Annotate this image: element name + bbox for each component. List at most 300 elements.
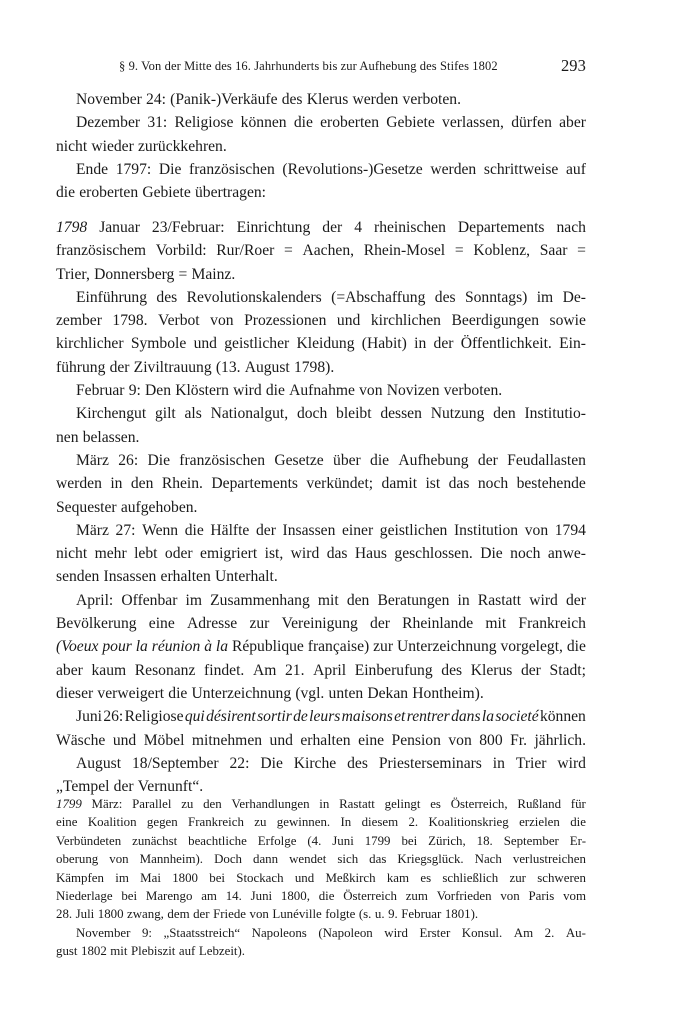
word: Öffentlichkeit. [460,335,552,353]
word: mit [317,591,339,609]
word: Insassen [282,521,336,539]
word: Marengo [145,888,193,903]
word: Gebiete [142,184,191,202]
word: sowie [549,312,586,330]
word: 1799 [364,833,391,848]
word: April [313,661,347,679]
word: Am [513,925,534,940]
word: Lebzeit). [198,944,246,959]
word: der [477,451,498,469]
word: 1800 [172,870,198,885]
word: = [178,265,188,283]
word: der [255,521,276,539]
word: die [184,521,204,539]
word: Nationalgut, [210,405,289,423]
word: in [414,335,427,353]
paragraph-1797 [56,88,586,204]
word: bei [401,833,418,848]
word: zember [56,312,102,330]
word: in [457,591,470,609]
word: Österreich [343,888,397,903]
word: November [76,91,142,108]
word: erhalten [300,731,351,749]
word: Februar [401,907,442,922]
word: die [168,684,188,702]
word: Friede [213,907,247,922]
word: Mai [140,870,161,885]
word: zwang, [127,907,164,922]
word: Lunéville [272,907,322,922]
word: lebt [134,545,158,563]
word: Wäsche [56,731,106,749]
word: Aufhebung [398,451,469,469]
word: Vorfrieden [436,888,492,903]
word: Au- [565,925,586,940]
word: verboten. [443,382,503,400]
paragraph-1798 [56,216,586,798]
word: (4. [307,833,322,848]
word: Rußland [517,797,562,811]
word: aber [559,114,586,132]
word: schließlich [442,870,499,885]
word: 24: [146,91,166,108]
word: Zürich, [428,833,466,848]
page-number: 293 [560,56,586,75]
word: es [430,797,441,811]
word: Vereinigung [281,615,358,633]
word: oder [164,545,193,563]
word: Religiose [174,114,234,132]
word: bleibt [336,405,372,423]
word: Ende [76,160,109,178]
word: wieder [91,137,134,155]
word: 1800, [280,888,310,903]
word: Adresse [186,615,238,633]
word: der [109,358,130,376]
word: Feudallasten [507,451,586,469]
text-line [56,942,586,960]
word: Parallel [132,797,172,811]
word: nicht [56,545,88,563]
word: Erster [419,925,451,940]
word: wird [529,591,558,609]
word: kaum [91,661,127,679]
word: übertragen: [195,184,267,202]
word: mit [110,944,128,959]
word: Juni [332,833,354,848]
word: Klerus [470,661,513,679]
word: „Staatsstreich“ [163,925,241,940]
word: Paris [528,888,555,903]
word: die [56,184,76,202]
word: Stadt; [549,661,586,679]
word: November [76,925,131,940]
text-line [56,795,586,813]
word: Unterzeichnung [396,638,497,656]
word: (Habit) [361,335,407,353]
word: dürfen [511,114,552,132]
word: Gebiete [386,114,435,132]
word: mitnehmen [191,731,263,749]
word: rentrer [406,708,450,726]
word: die [566,638,586,656]
word: unten [328,684,364,702]
word: (Voeux [56,638,99,656]
word: sortir [257,708,292,726]
word: zum [405,888,428,903]
word: noch [510,545,541,563]
word: 9. [388,907,398,922]
word: Einführung [76,288,148,306]
word: beachtliche [188,833,247,848]
word: geistlichen [379,521,448,539]
word: 22: [229,754,250,772]
word: folgte [325,907,356,922]
word: März: [91,797,123,811]
word: schrittweise [483,160,559,178]
word: Rhein. [161,475,203,493]
word: Vorbild: [155,242,207,260]
word: und [294,870,315,885]
word: in [319,797,330,811]
word: Dekan [367,684,409,702]
word: 800 [479,731,503,749]
word: societé [495,708,539,726]
word: aufgehoben. [120,498,198,516]
word: Kirche [293,754,337,772]
word: für [570,797,586,811]
word: am [201,888,217,903]
word: anwe- [547,545,586,563]
word: ist [425,475,441,493]
word: französischem [56,242,147,260]
text-line [56,356,586,379]
word: die [265,382,285,400]
word: Koalition [87,815,137,830]
word: sich [337,852,359,867]
word: oberung [56,852,99,867]
word: kirchlicher [56,335,124,353]
text-line [56,565,586,588]
text-line [56,705,586,728]
word: die [293,114,313,132]
word: Vernunft“. [137,778,204,796]
text-line [56,887,586,905]
word: Aufnahme [289,382,355,400]
word: 26: [103,708,124,726]
word: August [244,358,290,376]
word: zu [181,797,194,811]
word: Departements [211,475,298,493]
word: 1801). [444,907,479,922]
text-line [56,519,586,542]
word: werden [352,91,399,108]
word: Donnersberg [94,265,175,283]
word: rheinischen [374,219,446,236]
word: nach [556,219,586,236]
word: 1797: [115,160,152,178]
word: der [370,615,390,633]
word: Juli [75,907,95,922]
book-page [56,0,586,1035]
word: 1798. [112,312,148,330]
word: den [203,797,222,811]
word: März [76,451,109,469]
word: (13. [215,358,241,376]
text-line [56,924,586,942]
word: de [293,708,308,726]
word: von [448,731,472,749]
word: (Napoleon [318,925,373,940]
word: wendet [289,852,327,867]
word: Einberufung [354,661,433,679]
word: Verbot [158,312,200,330]
word: Kleidung [296,335,355,353]
word: (s. [358,907,372,922]
text-line [56,239,586,262]
word: pour [102,638,132,656]
word: (vgl. [295,684,325,702]
word: Beratungen [377,591,450,609]
word: qui [184,708,205,726]
word: Frankreich [518,615,586,633]
word: Juni [76,708,102,726]
word: mit [485,615,507,633]
word: von [109,852,129,867]
word: in [110,475,123,493]
word: 1800 [97,907,124,922]
text-line [56,449,586,472]
word: den [130,475,154,493]
word: auf [178,944,196,959]
word: Juni [250,888,273,903]
word: Unterzeichnung [191,684,292,702]
word: Nutzung [430,405,485,423]
word: Ein- [559,335,586,353]
word: belassen. [82,428,140,446]
text-line [56,729,586,752]
word: geschlossen. [394,545,473,563]
word: = [454,242,464,260]
word: Rhein-Mosel [363,242,446,260]
word: einer [342,521,374,539]
word: „Tempel [56,778,110,796]
word: Saar [539,242,568,260]
word: in [492,754,505,772]
word: verkündet; [306,475,374,493]
word: 1799 [56,797,82,811]
text-line [56,263,586,286]
word: mehr [94,545,127,563]
word: Koblenz, [473,242,531,260]
text-line [56,379,586,402]
word: findet. [204,661,245,679]
word: und [193,335,217,353]
word: ist, [264,545,284,563]
word: Pension [391,731,441,749]
word: Beerdigungen [451,312,539,330]
word: Haus [354,545,387,563]
word: 21. [285,661,305,679]
word: Einrichtung [236,219,311,236]
text-line [56,905,586,923]
word: es [420,870,432,885]
word: des [434,288,456,306]
word: verlassen, [442,114,504,132]
word: und [336,312,361,330]
text-line [56,426,586,449]
word: française) [307,638,370,656]
word: wird [290,545,320,563]
word: Erfolge [257,833,297,848]
word: erhalten [160,568,211,586]
word: dann [253,852,279,867]
text-line [56,813,586,831]
word: von [249,907,269,922]
word: als [184,405,202,423]
word: schweren [537,870,586,885]
word: Napoleons [251,925,307,940]
word: maisons [341,708,393,726]
word: Nach [474,852,502,867]
running-title: § 9. Von der Mitte des 16. Jahrhunderts bis zur Aufhebung des Stifes 1802 [119,59,498,73]
word: wird [384,925,408,940]
word: Rheinlande [402,615,474,633]
text-line [56,88,586,111]
word: Plebiszit [130,944,176,959]
word: im [185,591,202,609]
word: der [565,591,586,609]
word: Koalitionskrieg [428,815,509,830]
word: Novizen [386,382,440,400]
word: Sonntags) [464,288,528,306]
word: gegen [146,815,178,830]
text-line [56,752,586,775]
word: 27: [115,521,136,539]
word: dans [451,708,481,726]
word: Trier [515,754,547,772]
word: In [340,815,352,830]
word: 9: [128,382,141,400]
word: vom [563,888,586,903]
word: leurs [309,708,341,726]
word: (=Abschaffung [331,288,426,306]
word: Österreich, [450,797,508,811]
text-line [56,309,586,332]
word: das [369,852,387,867]
word: 18/September [131,754,219,772]
word: Am [252,661,277,679]
word: zurückkehren. [138,137,227,155]
word: zur [509,870,526,885]
word: geistlicher [224,335,290,353]
word: verboten. [402,91,461,108]
word: Zusammenhang [210,591,310,609]
word: führung [56,358,106,376]
word: Resonanz [134,661,196,679]
word: 1798 [56,219,88,236]
word: des [441,661,463,679]
word: der [322,219,343,236]
word: Religiose [124,708,184,726]
word: werden [430,160,477,178]
word: Mannheim). [139,852,204,867]
word: zur [249,615,270,633]
word: Er- [569,833,586,848]
word: zunächst [132,833,178,848]
word: Offenbar [121,591,178,609]
word: Januar [99,219,140,236]
word: April: [76,591,114,609]
word: Verhandlungen [231,797,310,811]
word: la [481,708,494,726]
word: und [269,731,293,749]
word: eroberten [320,114,380,132]
text-line [56,832,586,850]
text-line [56,869,586,887]
word: Doch [214,852,242,867]
word: September [503,833,559,848]
word: noch [477,475,509,493]
word: aber [56,661,83,679]
word: Trier, [56,265,90,283]
word: französischen [189,160,275,178]
word: 1798). [293,358,335,376]
word: De- [562,288,586,306]
word: 28. [56,907,73,922]
word: nen [56,428,79,446]
word: Kirchengut [76,405,147,423]
word: = [284,242,293,260]
word: 4 [354,219,362,236]
text-line [56,612,586,635]
word: verweigert [97,684,165,702]
word: der [433,335,454,353]
word: Verbündeten [56,833,122,848]
word: wird [233,382,262,400]
word: des [281,91,303,108]
word: à [204,638,212,656]
word: eine [358,731,385,749]
word: senden [56,568,100,586]
word: Unterhalt. [214,568,278,586]
word: Prozessionen [244,312,327,330]
word: Die [480,545,503,563]
word: dieser [56,684,94,702]
text-line [56,635,586,658]
word: im [536,288,554,306]
word: jährlich. [534,731,586,749]
word: verlustreichen [512,852,586,867]
text-line [56,472,586,495]
word: März [76,521,109,539]
word: dem [167,907,190,922]
word: 31: [147,114,168,132]
text-line [56,181,586,204]
word: Departements [457,219,545,236]
word: (Panik-)Verkäufe [170,91,278,108]
word: von [524,521,549,539]
word: gilt [154,405,176,423]
word: 9: [141,925,152,940]
word: Ziviltrauung [133,358,212,376]
text-line [56,589,586,612]
text-line [56,850,586,868]
text-line [56,111,586,134]
word: désirent [206,708,256,726]
word: gust [56,944,78,959]
text-line [56,332,586,355]
